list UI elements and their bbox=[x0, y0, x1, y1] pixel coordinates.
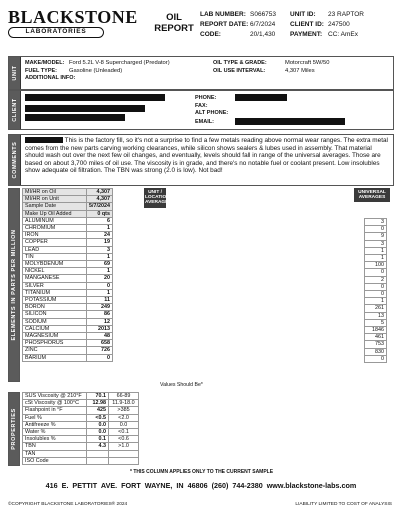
oil-interval: 4,307 Miles bbox=[285, 67, 315, 74]
element-row bbox=[23, 311, 113, 318]
element-name: PHOSPHORUS bbox=[23, 340, 87, 347]
redacted-phone bbox=[235, 94, 287, 101]
property-value: <0.5 bbox=[87, 414, 109, 421]
property-name: Fuel % bbox=[23, 414, 87, 421]
report-title-line1: OIL bbox=[166, 12, 182, 23]
oil-interval-label: OIL USE INTERVAL: bbox=[213, 67, 266, 74]
make-model: Ford 5.2L V-8 Supercharged (Predator) bbox=[69, 60, 170, 66]
property-name: Water % bbox=[23, 429, 87, 436]
element-name: CALCIUM bbox=[23, 325, 87, 332]
property-should-be bbox=[109, 457, 139, 464]
properties-sidebar bbox=[8, 392, 20, 466]
element-row bbox=[23, 232, 113, 239]
property-name: Antifreeze % bbox=[23, 421, 87, 428]
element-value: 12 bbox=[87, 318, 113, 325]
unit-averages-header: UNIT / LOCATION AVERAGES bbox=[144, 188, 166, 208]
lab-info bbox=[200, 10, 276, 40]
universal-value: 0 bbox=[365, 283, 387, 290]
property-value: 4.3 bbox=[87, 443, 109, 450]
element-row bbox=[23, 217, 113, 224]
universal-value: 0 bbox=[365, 269, 387, 276]
logo-wordmark: BLACKSTONE bbox=[8, 7, 138, 27]
properties-table bbox=[22, 392, 139, 465]
universal-row bbox=[365, 305, 387, 312]
element-name: SILICON bbox=[23, 311, 87, 318]
element-name: TITANIUM bbox=[23, 289, 87, 296]
report-date-label: REPORT DATE: bbox=[200, 21, 249, 28]
element-name: COPPER bbox=[23, 239, 87, 246]
universal-value: 753 bbox=[365, 341, 387, 348]
universal-value: 3 bbox=[365, 240, 387, 247]
element-row bbox=[23, 325, 113, 332]
universal-row bbox=[365, 312, 387, 319]
element-value: 86 bbox=[87, 311, 113, 318]
element-value: 1 bbox=[87, 253, 113, 260]
universal-row bbox=[365, 262, 387, 269]
element-row bbox=[23, 297, 113, 304]
property-should-be: <0.1 bbox=[109, 429, 139, 436]
redacted-name bbox=[25, 137, 63, 143]
element-name: MAGNESIUM bbox=[23, 333, 87, 340]
meta-name: Make Up Oil Added bbox=[23, 210, 87, 217]
redacted-client-address bbox=[25, 105, 145, 112]
element-value: 3 bbox=[87, 246, 113, 253]
meta-value: 5/7/2024 bbox=[87, 203, 113, 210]
universal-averages-header: UNIVERSAL AVERAGES bbox=[354, 188, 390, 202]
universal-value: 1846 bbox=[365, 327, 387, 334]
element-name: ALUMINUM bbox=[23, 217, 87, 224]
unit-sidebar bbox=[9, 57, 21, 89]
property-name: Insolubles % bbox=[23, 436, 87, 443]
unit-body bbox=[23, 60, 391, 89]
client-body bbox=[23, 91, 391, 129]
element-value: 19 bbox=[87, 239, 113, 246]
fuel-type-label: FUEL TYPE: bbox=[25, 67, 57, 74]
element-value: 11 bbox=[87, 297, 113, 304]
universal-value: 1 bbox=[365, 247, 387, 254]
property-name: cSt Viscosity @ 100°C bbox=[23, 400, 87, 407]
element-value: 6 bbox=[87, 217, 113, 224]
universal-value: 5 bbox=[365, 319, 387, 326]
element-value: 1 bbox=[87, 268, 113, 275]
property-row bbox=[23, 457, 139, 464]
element-row bbox=[23, 282, 113, 289]
alt-phone-label: ALT PHONE: bbox=[195, 110, 229, 117]
universal-row bbox=[365, 298, 387, 305]
comments-text bbox=[25, 137, 389, 175]
footer-liability: LIABILITY LIMITED TO COST OF ANALYSIS bbox=[295, 502, 392, 507]
element-row bbox=[23, 239, 113, 246]
property-value bbox=[87, 457, 109, 464]
fuel-type: Gasoline (Unleaded) bbox=[69, 67, 123, 74]
universal-averages-column bbox=[364, 218, 387, 363]
element-value: 48 bbox=[87, 333, 113, 340]
universal-value: 0 bbox=[365, 355, 387, 362]
client-sidebar bbox=[9, 91, 21, 129]
element-value: 24 bbox=[87, 232, 113, 239]
element-value: 726 bbox=[87, 347, 113, 354]
meta-row bbox=[23, 210, 113, 217]
universal-row bbox=[365, 341, 387, 348]
element-name: SODIUM bbox=[23, 318, 87, 325]
element-name: BORON bbox=[23, 304, 87, 311]
element-name: IRON bbox=[23, 232, 87, 239]
universal-row bbox=[365, 291, 387, 298]
element-name: NICKEL bbox=[23, 268, 87, 275]
element-value: 0 bbox=[87, 282, 113, 289]
element-value: 20 bbox=[87, 275, 113, 282]
report-title bbox=[146, 12, 202, 34]
element-row bbox=[23, 253, 113, 260]
property-name: TAN bbox=[23, 450, 87, 457]
universal-row bbox=[365, 334, 387, 341]
property-should-be: <2.0 bbox=[109, 414, 139, 421]
report-title-line2: REPORT bbox=[154, 23, 194, 34]
element-name: BARIUM bbox=[23, 354, 87, 361]
element-value: 69 bbox=[87, 261, 113, 268]
element-row bbox=[23, 275, 113, 282]
payment-value: CC: AmEx bbox=[328, 31, 358, 38]
code-label: CODE: bbox=[200, 31, 221, 38]
property-value: 12.98 bbox=[87, 400, 109, 407]
element-name: MANGANESE bbox=[23, 275, 87, 282]
property-row bbox=[23, 400, 139, 407]
element-name: ZINC bbox=[23, 347, 87, 354]
client-sidebar-label: CLIENT bbox=[11, 98, 18, 122]
client-id-label: CLIENT ID: bbox=[290, 21, 324, 28]
property-row bbox=[23, 407, 139, 414]
redacted-client-city bbox=[25, 114, 125, 121]
property-row bbox=[23, 443, 139, 450]
universal-row bbox=[365, 255, 387, 262]
property-name: ISO Code bbox=[23, 457, 87, 464]
element-row bbox=[23, 304, 113, 311]
property-row bbox=[23, 414, 139, 421]
element-row bbox=[23, 340, 113, 347]
property-value: 0.0 bbox=[87, 421, 109, 428]
comments-body: This is the factory fill, so it's not a surprise to find a few metals reading above normal wear ranges. The extra metal comes from the new parts carving working clearances, while silicon shows sealers & lubes used in assembly. That material should wash out over the next few oil changes, and eventually, levels should fall in range of the universal averages. Those are based on about 3,700 miles of oil use. The viscosity is in grade, and there's no notable fuel or coolant present. Low insolubles show adequate oil filtration. The TBN was strong (2.0 is low). Not bad! bbox=[25, 137, 388, 175]
universal-row bbox=[365, 219, 387, 226]
element-name: TIN bbox=[23, 253, 87, 260]
element-row bbox=[23, 268, 113, 275]
element-name: MOLYBDENUM bbox=[23, 261, 87, 268]
property-value bbox=[87, 450, 109, 457]
universal-row bbox=[365, 319, 387, 326]
client-section bbox=[8, 90, 394, 130]
comments-sidebar-label: COMMENTS bbox=[11, 141, 18, 179]
footer-address: 416 E. PETTIT AVE. FORT WAYNE, IN 46806 (260) 744-2380 www.blackstone-labs.com bbox=[45, 481, 357, 490]
universal-value: 461 bbox=[365, 334, 387, 341]
element-value: 658 bbox=[87, 340, 113, 347]
oil-type: Motorcraft 5W/50 bbox=[285, 60, 330, 66]
unit-sidebar-label: UNIT bbox=[11, 65, 18, 81]
elements-section bbox=[8, 188, 394, 382]
comments-section bbox=[8, 134, 394, 186]
property-should-be: 11.9-18.0 bbox=[109, 400, 139, 407]
property-should-be: 0.0 bbox=[109, 421, 139, 428]
universal-value: 0 bbox=[365, 226, 387, 233]
elements-table bbox=[22, 188, 113, 362]
property-value: 70.1 bbox=[87, 393, 109, 400]
properties-section bbox=[8, 392, 394, 466]
property-should-be: >385 bbox=[109, 407, 139, 414]
footer-copyright: ©COPYRIGHT BLACKSTONE LABORATORIES® 2024 bbox=[8, 502, 128, 507]
unit-info bbox=[290, 10, 364, 40]
element-value: 2013 bbox=[87, 325, 113, 332]
universal-value: 261 bbox=[365, 305, 387, 312]
universal-row bbox=[365, 247, 387, 254]
universal-row bbox=[365, 233, 387, 240]
client-id: 247500 bbox=[328, 21, 350, 28]
property-row bbox=[23, 429, 139, 436]
comments-sidebar bbox=[9, 135, 21, 185]
element-row bbox=[23, 246, 113, 253]
universal-value: 0 bbox=[365, 291, 387, 298]
make-model-label: MAKE/MODEL: bbox=[25, 60, 65, 66]
redacted-client-name bbox=[25, 94, 165, 101]
element-row bbox=[23, 261, 113, 268]
element-name: LEAD bbox=[23, 246, 87, 253]
oil-type-label: OIL TYPE & GRADE: bbox=[213, 60, 267, 66]
universal-row bbox=[365, 355, 387, 362]
values-should-be-label: Values Should Be* bbox=[160, 382, 203, 388]
unit-section bbox=[8, 56, 394, 90]
elements-sidebar-label: ELEMENTS IN PARTS PER MILLION bbox=[11, 229, 17, 341]
meta-value: 4,307 bbox=[87, 189, 113, 196]
report-header bbox=[8, 6, 394, 48]
lab-number: S066753 bbox=[250, 11, 277, 18]
phone-label: PHONE: bbox=[195, 95, 217, 102]
element-row bbox=[23, 347, 113, 354]
logo-subtitle: LABORATORIES bbox=[8, 27, 104, 38]
universal-row bbox=[365, 240, 387, 247]
universal-value: 830 bbox=[365, 348, 387, 355]
element-row bbox=[23, 354, 113, 361]
element-row bbox=[23, 289, 113, 296]
element-value: 249 bbox=[87, 304, 113, 311]
meta-name: Sample Date bbox=[23, 203, 87, 210]
lab-number-label: LAB NUMBER: bbox=[200, 11, 246, 18]
element-value: 0 bbox=[87, 354, 113, 361]
element-name: POTASSIUM bbox=[23, 297, 87, 304]
element-row bbox=[23, 333, 113, 340]
meta-value: 4,307 bbox=[87, 196, 113, 203]
property-row bbox=[23, 450, 139, 457]
universal-row bbox=[365, 226, 387, 233]
universal-value: 3 bbox=[365, 219, 387, 226]
universal-row bbox=[365, 348, 387, 355]
code-value: 20/1,430 bbox=[250, 31, 276, 38]
element-row bbox=[23, 318, 113, 325]
property-row bbox=[23, 393, 139, 400]
unit-id: 23 RAPTOR bbox=[328, 11, 365, 18]
elements-sidebar bbox=[8, 188, 20, 382]
property-name: TBN bbox=[23, 443, 87, 450]
universal-value: 13 bbox=[365, 312, 387, 319]
universal-value: 1 bbox=[365, 255, 387, 262]
property-row bbox=[23, 436, 139, 443]
properties-sidebar-label: PROPERTIES bbox=[11, 408, 17, 450]
element-value: 1 bbox=[87, 289, 113, 296]
property-value: 0.1 bbox=[87, 436, 109, 443]
universal-value: 9 bbox=[365, 233, 387, 240]
meta-row bbox=[23, 196, 113, 203]
universal-row bbox=[365, 327, 387, 334]
fax-label: FAX: bbox=[195, 102, 208, 109]
additional-info-label: ADDITIONAL INFO: bbox=[25, 75, 76, 81]
universal-row bbox=[365, 269, 387, 276]
universal-value: 2 bbox=[365, 276, 387, 283]
property-should-be: <0.6 bbox=[109, 436, 139, 443]
redacted-email bbox=[235, 118, 345, 125]
property-should-be: >1.0 bbox=[109, 443, 139, 450]
payment-label: PAYMENT: bbox=[290, 31, 323, 38]
meta-row bbox=[23, 203, 113, 210]
element-value: 1 bbox=[87, 225, 113, 232]
column-note: * THIS COLUMN APPLIES ONLY TO THE CURRENT SAMPLE bbox=[130, 469, 274, 475]
property-row bbox=[23, 421, 139, 428]
universal-value: 100 bbox=[365, 262, 387, 269]
element-name: SILVER bbox=[23, 282, 87, 289]
property-name: Flashpoint in °F bbox=[23, 407, 87, 414]
meta-value: 0 qts bbox=[87, 210, 113, 217]
meta-name: MI/HR on Oil bbox=[23, 189, 87, 196]
property-value: 425 bbox=[87, 407, 109, 414]
property-value: 0.0 bbox=[87, 429, 109, 436]
meta-row bbox=[23, 189, 113, 196]
report-date: 6/7/2024 bbox=[250, 21, 276, 28]
property-name: SUS Viscosity @ 210°F bbox=[23, 393, 87, 400]
unit-id-label: UNIT ID: bbox=[290, 11, 316, 18]
element-name: CHROMIUM bbox=[23, 225, 87, 232]
meta-name: MI/HR on Unit bbox=[23, 196, 87, 203]
email-label: EMAIL: bbox=[195, 118, 214, 125]
property-should-be: 66-89 bbox=[109, 393, 139, 400]
blackstone-logo bbox=[8, 7, 138, 44]
universal-row bbox=[365, 283, 387, 290]
universal-value: 1 bbox=[365, 298, 387, 305]
property-should-be bbox=[109, 450, 139, 457]
element-row bbox=[23, 225, 113, 232]
universal-row bbox=[365, 276, 387, 283]
